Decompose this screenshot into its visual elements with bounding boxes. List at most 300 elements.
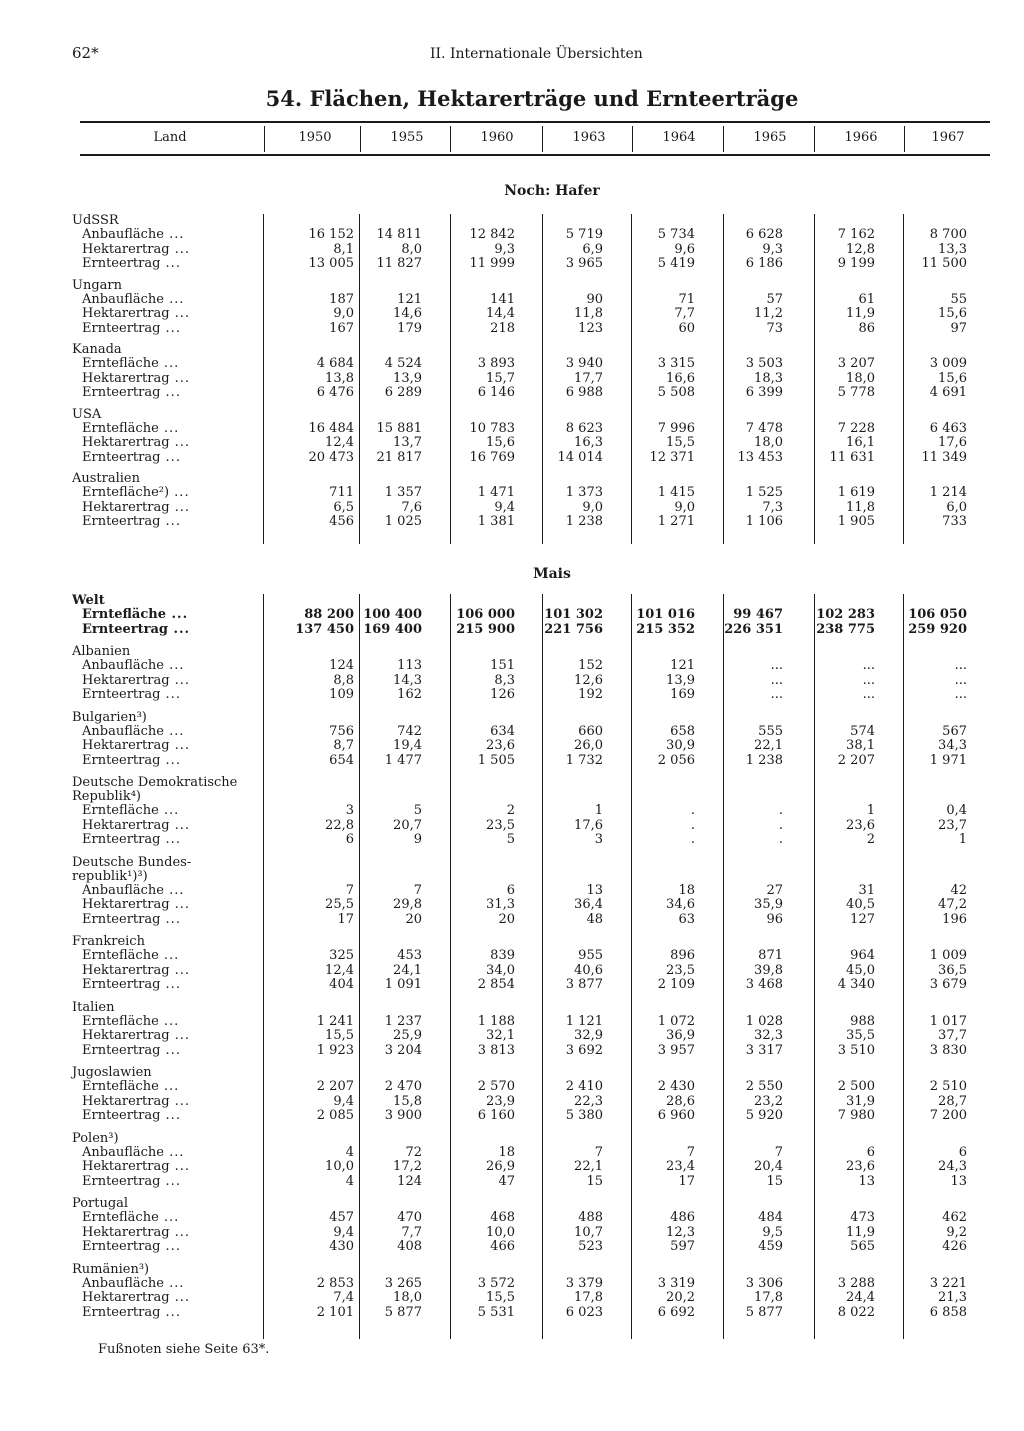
table-row xyxy=(60,1146,990,1161)
cell-value: 35,5 xyxy=(846,1028,875,1043)
cell-value: 124 xyxy=(329,658,354,673)
cell-value: 1 905 xyxy=(837,514,875,529)
cell-value: 8 022 xyxy=(837,1304,875,1320)
cell-value: 3 xyxy=(345,803,354,818)
cell-value: 15,5 xyxy=(486,1290,515,1305)
row-label xyxy=(82,451,181,466)
cell-value: 15 xyxy=(766,1173,783,1189)
cell-value: 6,9 xyxy=(582,241,603,257)
leader-dots: ... xyxy=(163,882,185,898)
leader-dots: ... xyxy=(169,1290,191,1305)
table-row xyxy=(60,1211,990,1226)
table-row xyxy=(60,228,990,243)
leader-dots: ... xyxy=(169,1028,191,1043)
cell-value: 462 xyxy=(942,1210,967,1225)
cell-value: 9,4 xyxy=(333,1093,354,1109)
cell-value: 137 450 xyxy=(295,621,354,637)
cell-value: 10 783 xyxy=(469,420,515,436)
cell-value: ... xyxy=(770,672,783,688)
cell-value: 14,3 xyxy=(393,672,422,688)
table-row xyxy=(60,1015,990,1030)
table-row xyxy=(60,1029,990,1044)
cell-value: 18,0 xyxy=(846,370,875,386)
cell-value: 8,8 xyxy=(333,672,354,688)
country-group xyxy=(60,1132,990,1190)
cell-value: 36,4 xyxy=(574,897,603,912)
cell-value: 57 xyxy=(766,291,783,307)
cell-value: 37,7 xyxy=(938,1028,967,1043)
cell-value: 5 719 xyxy=(565,227,603,242)
header-year: 1966 xyxy=(844,130,878,145)
leader-dots: ... xyxy=(169,435,191,450)
leader-dots: ... xyxy=(169,485,190,500)
cell-value: 457 xyxy=(329,1210,354,1225)
cell-value: 7 xyxy=(345,882,354,898)
cell-value: 634 xyxy=(490,723,515,739)
row-label-text: Anbaufläche xyxy=(82,227,164,242)
running-head: II. Internationale Übersichten xyxy=(430,46,643,62)
table-row xyxy=(60,1175,990,1190)
cell-value: 1 091 xyxy=(384,977,422,992)
country-name: Italien xyxy=(72,999,115,1015)
cell-value: 15,7 xyxy=(486,370,515,386)
cell-value: 13,8 xyxy=(325,370,354,386)
table-row xyxy=(60,1226,990,1241)
cell-value: 24,4 xyxy=(846,1290,875,1305)
cell-value: . xyxy=(778,803,783,818)
cell-value: 7,4 xyxy=(333,1290,354,1305)
table-row xyxy=(60,1240,990,1255)
cell-value: 6,0 xyxy=(946,499,967,515)
country-group xyxy=(60,279,990,337)
cell-value: 3 306 xyxy=(745,1275,783,1291)
cell-value: 28,6 xyxy=(666,1093,695,1109)
row-label xyxy=(82,1160,190,1175)
cell-value: 7 xyxy=(774,1144,783,1160)
cell-value: 7 xyxy=(686,1144,695,1160)
cell-value: 4 691 xyxy=(929,385,967,400)
cell-value: 196 xyxy=(942,911,967,927)
cell-value: 468 xyxy=(490,1210,515,1225)
leader-dots: ... xyxy=(163,291,185,307)
cell-value: 2 207 xyxy=(837,752,875,768)
cell-value: 7,3 xyxy=(762,499,783,515)
row-label xyxy=(82,978,181,993)
cell-value: 11,2 xyxy=(754,306,783,321)
header-divider xyxy=(542,126,543,152)
cell-value: 2 xyxy=(866,832,875,847)
country-name: Bulgarien³) xyxy=(72,709,147,725)
row-label xyxy=(82,739,190,754)
cell-value: 11 631 xyxy=(829,449,875,465)
header-divider xyxy=(632,126,633,152)
row-label-text: Hektarertrag xyxy=(82,370,170,386)
cell-value: 3 468 xyxy=(745,977,783,992)
cell-value: 101 302 xyxy=(544,607,603,622)
cell-value: 22,3 xyxy=(574,1093,603,1109)
cell-value: 15,6 xyxy=(486,435,515,450)
cell-value: 29,8 xyxy=(393,897,422,912)
cell-value: 169 xyxy=(670,687,695,702)
table-row xyxy=(60,804,990,819)
cell-value: 13,3 xyxy=(938,241,967,257)
row-label xyxy=(82,307,190,322)
table-row xyxy=(60,819,990,834)
leader-dots: ... xyxy=(163,1275,185,1291)
leader-dots: ... xyxy=(160,687,181,702)
cell-value: 22,1 xyxy=(574,1159,603,1174)
country-name: Kanada xyxy=(72,342,122,357)
cell-value: 162 xyxy=(397,687,422,702)
cell-value: 3 379 xyxy=(565,1275,603,1291)
row-label-text: Hektarertrag xyxy=(82,499,170,515)
cell-value: 430 xyxy=(329,1239,354,1254)
cell-value: 6 476 xyxy=(316,385,354,400)
cell-value: 11,8 xyxy=(574,306,603,321)
row-label-text: Anbaufläche xyxy=(82,291,164,307)
leader-dots: ... xyxy=(169,370,191,386)
row-label-text: Hektarertrag xyxy=(82,962,170,978)
cell-value: 839 xyxy=(490,948,515,963)
leader-dots: ... xyxy=(158,1210,180,1225)
cell-value: 2 109 xyxy=(657,977,695,992)
leader-dots: ... xyxy=(169,738,191,753)
cell-value: 896 xyxy=(670,948,695,963)
leader-dots: ... xyxy=(169,817,191,833)
cell-value: 6 186 xyxy=(745,256,783,271)
cell-value: 453 xyxy=(397,948,422,963)
cell-value: 16 484 xyxy=(308,420,354,436)
cell-value: 126 xyxy=(490,687,515,702)
table-row xyxy=(60,486,990,501)
country-name: Albanien xyxy=(72,644,131,659)
cell-value: 9,6 xyxy=(674,241,695,257)
cell-value: 97 xyxy=(950,320,967,336)
cell-value: 2 853 xyxy=(316,1275,354,1291)
cell-value: ... xyxy=(954,672,967,688)
header-year: 1964 xyxy=(662,130,696,145)
country-group xyxy=(60,1197,990,1255)
cell-value: ... xyxy=(770,658,783,673)
row-label xyxy=(82,1306,181,1321)
row-label-text: Erntefläche xyxy=(82,607,166,622)
row-label-text: Hektarertrag xyxy=(82,897,170,912)
row-label-text: Ernteertrag xyxy=(82,449,161,465)
leader-dots: ... xyxy=(169,962,191,978)
cell-value: 2 500 xyxy=(837,1079,875,1094)
row-label xyxy=(82,1095,190,1110)
table-row xyxy=(60,725,990,740)
cell-value: 106 000 xyxy=(456,607,515,622)
table-row xyxy=(60,1277,990,1292)
cell-value: 1 471 xyxy=(477,485,515,500)
country-group xyxy=(60,645,990,703)
table-row xyxy=(60,1044,990,1059)
cell-value: 2 xyxy=(506,803,515,818)
leader-dots: ... xyxy=(167,621,191,637)
cell-value: 26,9 xyxy=(486,1159,515,1174)
header-divider xyxy=(723,126,724,152)
cell-value: 23,9 xyxy=(486,1093,515,1109)
cell-value: 226 351 xyxy=(724,621,783,637)
row-label xyxy=(82,833,181,848)
cell-value: 1 xyxy=(958,832,967,847)
cell-value: 88 200 xyxy=(304,607,354,622)
row-label-text: Hektarertrag xyxy=(82,817,170,833)
cell-value: 7 980 xyxy=(837,1108,875,1123)
row-label-text: Hektarertrag xyxy=(82,738,170,753)
cell-value: 16 152 xyxy=(308,227,354,242)
row-label-text: Ernteertrag xyxy=(82,1042,161,1058)
cell-value: 6 xyxy=(345,832,354,847)
cell-value: 13,7 xyxy=(393,435,422,450)
cell-value: 1 271 xyxy=(657,514,695,529)
leader-dots: ... xyxy=(160,514,181,529)
cell-value: 3 510 xyxy=(837,1042,875,1058)
table-row xyxy=(60,436,990,451)
cell-value: 13 453 xyxy=(737,449,783,465)
row-label-text: Erntefläche²) xyxy=(82,485,170,500)
cell-value: ... xyxy=(954,687,967,702)
cell-value: 6 xyxy=(506,882,515,898)
cell-value: 7,6 xyxy=(401,499,422,515)
cell-value: 426 xyxy=(942,1239,967,1254)
cell-value: 141 xyxy=(490,291,515,307)
cell-value: 1 373 xyxy=(565,485,603,500)
cell-value: 55 xyxy=(950,291,967,307)
cell-value: 9,3 xyxy=(762,241,783,257)
cell-value: 1 238 xyxy=(745,752,783,768)
table-row xyxy=(60,1306,990,1321)
leader-dots: ... xyxy=(169,1159,191,1174)
cell-value: 20 xyxy=(405,911,422,927)
cell-value: 17,8 xyxy=(574,1290,603,1305)
cell-value: 3 692 xyxy=(565,1042,603,1058)
page-number: 62* xyxy=(72,44,99,62)
cell-value: 6 160 xyxy=(477,1108,515,1123)
cell-value: 179 xyxy=(397,320,422,336)
cell-value: 26,0 xyxy=(574,738,603,753)
leader-dots: ... xyxy=(169,241,191,257)
cell-value: 17,6 xyxy=(574,817,603,833)
cell-value: 32,9 xyxy=(574,1028,603,1043)
cell-value: 3 207 xyxy=(837,356,875,371)
cell-value: 12,8 xyxy=(846,241,875,257)
table-row xyxy=(60,322,990,337)
table-row xyxy=(60,1160,990,1175)
table-row xyxy=(60,1080,990,1095)
row-label-text: Anbaufläche xyxy=(82,723,164,739)
row-label-text: Anbaufläche xyxy=(82,658,164,673)
cell-value: 1 357 xyxy=(384,485,422,500)
cell-value: 16 769 xyxy=(469,449,515,465)
cell-value: 15 xyxy=(586,1173,603,1189)
cell-value: 871 xyxy=(758,948,783,963)
row-label xyxy=(82,1146,185,1161)
cell-value: 221 756 xyxy=(544,621,603,637)
cell-value: ... xyxy=(862,687,875,702)
header-year: 1965 xyxy=(753,130,787,145)
row-label-text: Hektarertrag xyxy=(82,435,170,450)
cell-value: 756 xyxy=(329,723,354,739)
footnote: Fußnoten siehe Seite 63*. xyxy=(98,1342,270,1357)
cell-value: 34,6 xyxy=(666,897,695,912)
cell-value: 6 289 xyxy=(384,385,422,400)
cell-value: 24,1 xyxy=(393,962,422,978)
cell-value: 32,1 xyxy=(486,1028,515,1043)
cell-value: 15,6 xyxy=(938,370,967,386)
cell-value: 31,9 xyxy=(846,1093,875,1109)
row-label xyxy=(82,1029,190,1044)
cell-value: 488 xyxy=(578,1210,603,1225)
cell-value: 101 016 xyxy=(636,607,695,622)
table-title: 54. Flächen, Hektarerträge und Ernteerträge xyxy=(265,86,799,111)
country-group xyxy=(60,343,990,401)
cell-value: 10,7 xyxy=(574,1224,603,1240)
cell-value: 1 xyxy=(866,803,875,818)
cell-value: 123 xyxy=(578,320,603,336)
cell-value: 3 572 xyxy=(477,1275,515,1291)
cell-value: 121 xyxy=(670,658,695,673)
row-label-text: Erntefläche xyxy=(82,803,159,818)
country-name: UdSSR xyxy=(72,213,119,228)
table-row xyxy=(60,451,990,466)
country-group xyxy=(60,1263,990,1321)
cell-value: 13,9 xyxy=(666,672,695,688)
row-label xyxy=(82,1015,179,1030)
cell-value: 9 199 xyxy=(837,256,875,271)
row-label xyxy=(82,1226,190,1241)
cell-value: 1 415 xyxy=(657,485,695,500)
cell-value: 6 399 xyxy=(745,385,783,400)
cell-value: 23,6 xyxy=(486,738,515,753)
cell-value: 23,6 xyxy=(846,817,875,833)
cell-value: 711 xyxy=(329,485,354,500)
cell-value: 1 971 xyxy=(929,752,967,768)
cell-value: 9,0 xyxy=(582,499,603,515)
cell-value: 215 352 xyxy=(636,621,695,637)
row-label xyxy=(82,623,190,638)
cell-value: 473 xyxy=(850,1210,875,1225)
cell-value: 0,4 xyxy=(946,803,967,818)
cell-value: 3 315 xyxy=(657,356,695,371)
cell-value: 3 xyxy=(594,832,603,847)
header-divider xyxy=(264,126,265,152)
leader-dots: ... xyxy=(160,1304,181,1320)
table-row xyxy=(60,688,990,703)
cell-value: 18 xyxy=(678,882,695,898)
cell-value: 34,0 xyxy=(486,962,515,978)
row-label-text: Anbaufläche xyxy=(82,882,164,898)
cell-value: 23,5 xyxy=(486,817,515,833)
cell-value: 11,8 xyxy=(846,499,875,515)
cell-value: 5 877 xyxy=(384,1304,422,1320)
cell-value: 20 473 xyxy=(308,449,354,465)
cell-value: 7 996 xyxy=(657,420,695,436)
cell-value: 565 xyxy=(850,1239,875,1254)
cell-value: 3 221 xyxy=(929,1275,967,1291)
table-header xyxy=(80,124,990,152)
cell-value: 25,5 xyxy=(325,897,354,912)
row-label xyxy=(82,322,181,337)
row-label xyxy=(82,293,185,308)
row-label xyxy=(82,608,188,623)
cell-value: 24,3 xyxy=(938,1159,967,1174)
table-row xyxy=(60,913,990,928)
country-name: Deutsche Bundes- xyxy=(72,854,192,870)
row-label-text: Hektarertrag xyxy=(82,1028,170,1043)
leader-dots: ... xyxy=(160,320,181,336)
cell-value: 36,5 xyxy=(938,962,967,978)
cell-value: 567 xyxy=(942,723,967,739)
cell-value: 6 988 xyxy=(565,385,603,400)
cell-value: 90 xyxy=(586,291,603,307)
table-row xyxy=(60,357,990,372)
cell-value: 408 xyxy=(397,1239,422,1254)
table-row xyxy=(60,754,990,769)
header-land: Land xyxy=(153,130,187,145)
leader-dots: ... xyxy=(169,306,191,321)
leader-dots: ... xyxy=(160,752,181,768)
cell-value: 5 778 xyxy=(837,385,875,400)
header-divider xyxy=(450,126,451,152)
cell-value: 325 xyxy=(329,948,354,963)
cell-value: 124 xyxy=(397,1173,422,1189)
cell-value: 167 xyxy=(329,320,354,336)
cell-value: 7 478 xyxy=(745,420,783,436)
mais-table-body xyxy=(60,594,990,1339)
cell-value: 152 xyxy=(578,658,603,673)
cell-value: 1 028 xyxy=(745,1013,783,1029)
leader-dots: ... xyxy=(169,672,191,688)
cell-value: 187 xyxy=(329,291,354,307)
table-row xyxy=(60,964,990,979)
country-group xyxy=(60,1066,990,1124)
cell-value: 39,8 xyxy=(754,962,783,978)
cell-value: 1 121 xyxy=(565,1013,603,1029)
leader-dots: ... xyxy=(158,420,180,436)
cell-value: 1 025 xyxy=(384,514,422,529)
leader-dots: ... xyxy=(169,897,191,912)
cell-value: 1 477 xyxy=(384,752,422,768)
cell-value: 1 525 xyxy=(745,485,783,500)
section-title-mais: Mais xyxy=(533,566,571,582)
cell-value: 20,4 xyxy=(754,1159,783,1174)
cell-value: . xyxy=(778,832,783,847)
row-label xyxy=(82,949,179,964)
table-row xyxy=(60,978,990,993)
cell-value: 523 xyxy=(578,1239,603,1254)
country-name: Australien xyxy=(72,471,141,486)
table-row xyxy=(60,307,990,322)
cell-value: 96 xyxy=(766,911,783,927)
cell-value: 11 500 xyxy=(921,256,967,271)
cell-value: 23,6 xyxy=(846,1159,875,1174)
cell-value: 9,0 xyxy=(333,306,354,321)
cell-value: 1 241 xyxy=(316,1013,354,1029)
cell-value: 100 400 xyxy=(363,607,422,622)
cell-value: 13 005 xyxy=(308,256,354,271)
cell-value: 7 228 xyxy=(837,420,875,436)
header-year: 1950 xyxy=(298,130,332,145)
leader-dots: ... xyxy=(160,385,181,400)
cell-value: 2 854 xyxy=(477,977,515,992)
cell-value: 47 xyxy=(498,1173,515,1189)
cell-value: 3 503 xyxy=(745,356,783,371)
country-name: USA xyxy=(72,406,102,422)
row-label-text: Ernteertrag xyxy=(82,1304,161,1320)
cell-value: 1 xyxy=(594,803,603,818)
